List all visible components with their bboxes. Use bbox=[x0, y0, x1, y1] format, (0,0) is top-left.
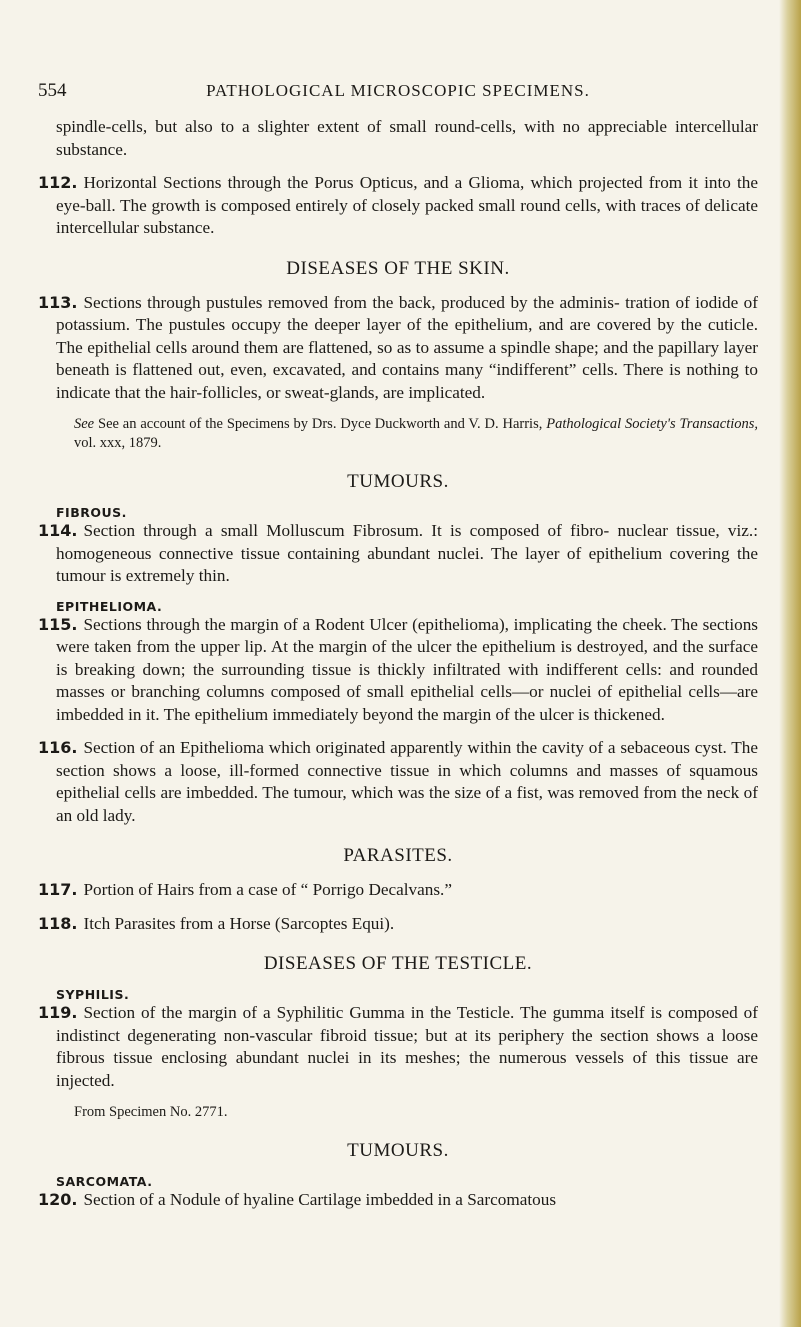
specimen-number: 114. bbox=[38, 521, 78, 540]
specimen-number: 112. bbox=[38, 173, 78, 192]
paragraph-text: spindle-cells, but also to a slighter extent of small round-cells, with no appreciable intercellular substance. bbox=[56, 117, 758, 159]
note-journal: Pathological Society's Transactions, bbox=[546, 416, 759, 432]
specimen-text: Section of the margin of a Syphilitic Gumma in the Testicle. The gumma itself is composed of indistinct degenerating non-vascular fibroid tissue; but at its periphery the section shows a loose fibrous tissue enclosing abundant nuclei in its meshes; the numerous vessels of this tissue are injected. bbox=[56, 1003, 758, 1090]
note-see: See bbox=[74, 416, 95, 432]
specimen-113 bbox=[38, 292, 758, 405]
book-page bbox=[38, 80, 758, 1223]
subheading-sarcomata: SARCOMATA. bbox=[56, 1174, 153, 1189]
specimen-119-note: From Specimen No. 2771. bbox=[74, 1104, 228, 1120]
specimen-text: Sections through the margin of a Rodent Ulcer (epithelioma), implicating the cheek. The sections were taken from the upper lip. At the margin of the ulcer the epithelium is destroyed, and the surface is breaking down; the surrounding tissue is thickly infiltrated with indifferent cells: and rounded masses or branching columns composed of small epithelial cells—or nuclei of epithelial cells—are imbedded in it. The epithelium immediately beyond the margin of the ulcer is thickened. bbox=[56, 614, 758, 724]
specimen-text: Section of a Nodule of hyaline Cartilage imbedded in a Sarcomatous bbox=[83, 1190, 557, 1209]
specimen-114 bbox=[38, 520, 758, 588]
specimen-number: 113. bbox=[38, 292, 78, 312]
note-text: See an account of the Specimens by Drs. Dyce Duckworth and V. D. Harris, bbox=[98, 416, 543, 432]
specimen-116 bbox=[38, 737, 758, 827]
section-heading-skin: DISEASES OF THE SKIN. bbox=[286, 257, 510, 279]
section-heading-tumours-2: TUMOURS. bbox=[347, 1140, 449, 1161]
specimen-number: 115. bbox=[38, 614, 78, 634]
specimen-text: Sections through pustules removed from the back, produced by the adminis- tration of iodide of potassium. The pustules occupy the deeper layer of the epithelium, and are covered by the cuticle. The epithelial cells around them are flattened, so as to assume a spindle shape; and the papillary layer beneath is flattened out, even, excavated, and contains many “indifferent” cells. There is nothing to indicate that the hair-follicles, or sweat-glands, are implicated. bbox=[56, 292, 758, 402]
specimen-text: Section of an Epithelioma which originated apparently within the cavity of a sebaceous cyst. The section shows a loose, ill-formed connective tissue in which columns and masses of squamous epithelial cells are imbedded. The tumour, which was the size of a fist, was removed from the neck of an old lady. bbox=[56, 738, 758, 825]
specimen-119 bbox=[38, 1002, 758, 1092]
section-heading-tumours: TUMOURS. bbox=[347, 471, 449, 492]
specimen-117 bbox=[38, 879, 758, 902]
page-header bbox=[38, 80, 758, 102]
subheading-epithelioma: EPITHELIOMA. bbox=[56, 598, 163, 614]
subheading-syphilis: SYPHILIS. bbox=[56, 987, 130, 1002]
specimen-118 bbox=[38, 913, 758, 936]
running-head: PATHOLOGICAL MICROSCOPIC SPECIMENS. bbox=[206, 81, 590, 100]
specimen-number: 118. bbox=[38, 913, 78, 933]
specimen-text: Section through a small Molluscum Fibrosum. It is composed of fibro- nuclear tissue, viz.: homogeneous connective tissue containing abundant nuclei. The layer of epithelium covering the tumour is extremely thin. bbox=[56, 521, 758, 585]
specimen-text: Itch Parasites from a Horse (Sarcoptes Equi). bbox=[83, 913, 395, 933]
page-number: 554 bbox=[38, 80, 67, 101]
specimen-120 bbox=[38, 1189, 758, 1212]
specimen-number: 120. bbox=[38, 1190, 78, 1209]
specimen-text: Horizontal Sections through the Porus Opticus, and a Glioma, which projected from it into the eye-ball. The growth is composed entirely of closely packed small round cells, with traces of delicate intercellular substance. bbox=[56, 173, 758, 237]
subheading-fibrous: FIBROUS. bbox=[56, 505, 127, 520]
section-heading-parasites: PARASITES. bbox=[343, 845, 453, 866]
specimen-115 bbox=[38, 614, 758, 727]
specimen-number: 117. bbox=[38, 880, 78, 899]
page-edge bbox=[779, 0, 801, 1327]
section-heading-testicle: DISEASES OF THE TESTICLE. bbox=[263, 953, 533, 974]
note-volume: vol. xxx, 1879. bbox=[74, 435, 162, 451]
specimen-113-note bbox=[38, 415, 758, 453]
specimen-number: 119. bbox=[38, 1003, 78, 1022]
specimen-number: 116. bbox=[38, 738, 78, 757]
specimen-112 bbox=[38, 172, 758, 240]
specimen-text: Portion of Hairs from a case of “ Porrigo Decalvans.” bbox=[83, 880, 452, 899]
continued-paragraph bbox=[38, 116, 758, 161]
